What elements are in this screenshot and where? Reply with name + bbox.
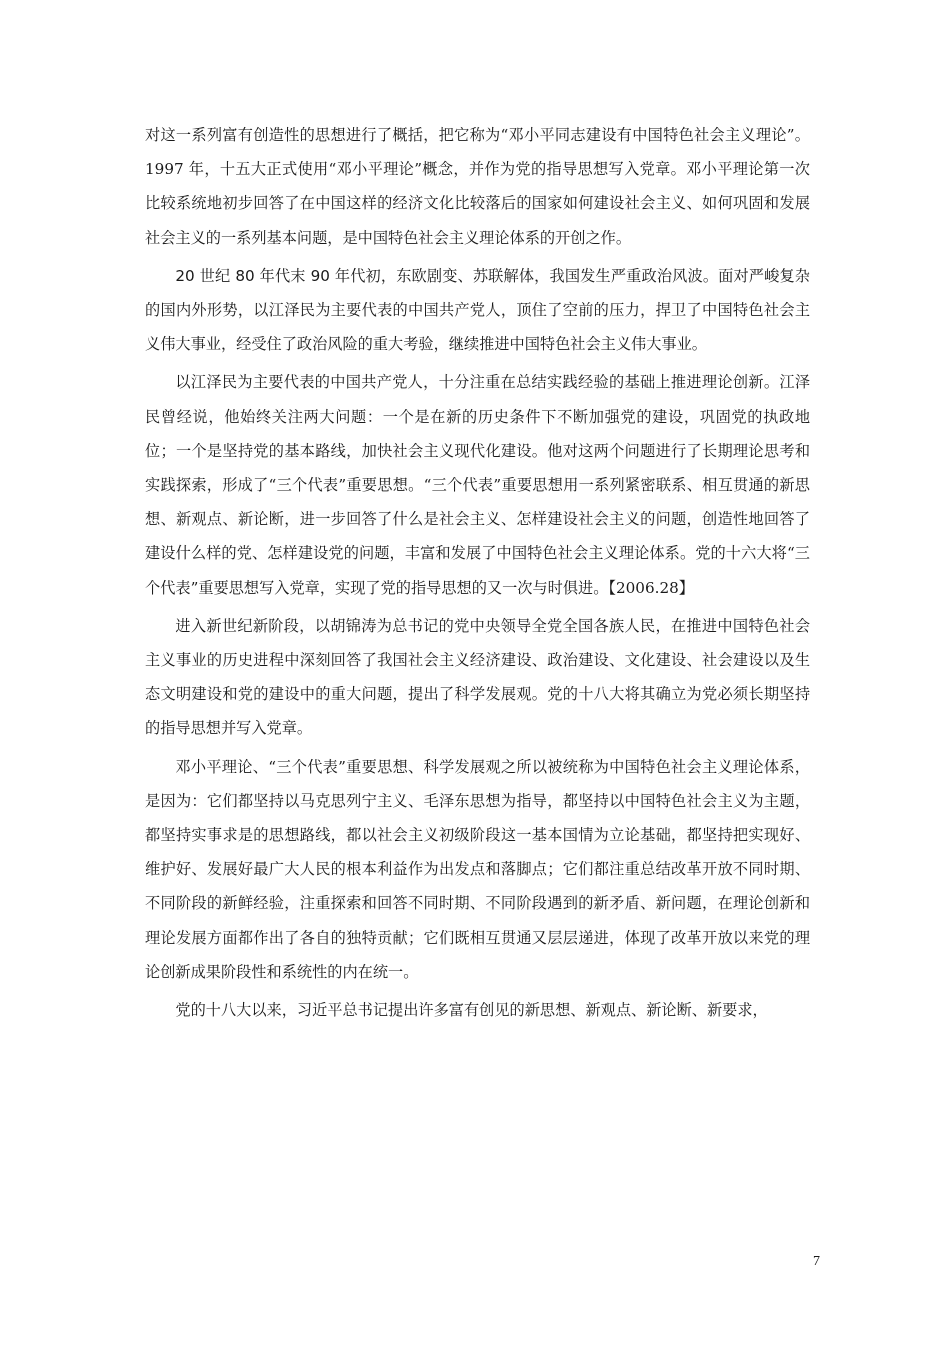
paragraph-deng-theory-summary: 对这一系列富有创造性的思想进行了概括，把它称为“邓小平同志建设有中国特色社会主义理论”。1997 年，十五大正式使用“邓小平理论”概念，并作为党的指导思想写入党章。邓小平理论第一次比较系统地初步回答了在中国这样的经济文化比较落后的国家如何建设社会主义、如何巩固和发展社会主义的一系列基本问题，是中国特色社会主义理论体系的开创之作。 bbox=[145, 126, 810, 247]
paragraph-eighteenth-congress: 党的十八大以来，习近平总书记提出许多富有创见的新思想、新观点、新论断、新要求， bbox=[175, 1001, 768, 1020]
body-text bbox=[145, 118, 810, 1031]
paragraph-scientific-outlook: 进入新世纪新阶段，以胡锦涛为总书记的党中央领导全党全国各族人民，在推进中国特色社会主义事业的历史进程中深刻回答了我国社会主义经济建设、政治建设、文化建设、社会建设以及生态文明建设和党的建设中的重大问题，提出了科学发展观。党的十八大将其确立为党必须长期坚持的指导思想并写入党章。 bbox=[145, 616, 810, 738]
paragraph-political-storm: 20 世纪 80 年代末 90 年代初，东欧剧变、苏联解体，我国发生严重政治风波。面对严峻复杂的国内外形势，以江泽民为主要代表的中国共产党人，顶住了空前的压力，捍卫了中国特色社会主义伟大事业，经受住了政治风险的重大考验，继续推进中国特色社会主义伟大事业。 bbox=[145, 266, 810, 354]
paragraph-theory-system: 邓小平理论、“三个代表”重要思想、科学发展观之所以被统称为中国特色社会主义理论体系，是因为：它们都坚持以马克思列宁主义、毛泽东思想为指导，都坚持以中国特色社会主义为主题，都坚持实事求是的思想路线，都以社会主义初级阶段这一基本国情为立论基础，都坚持把实现好、维护好、发展好最广大人民的根本利益作为出发点和落脚点；它们都注重总结改革开放不同时期、不同阶段的新鲜经验，注重探索和回答不同时期、不同阶段遇到的新矛盾、新问题，在理论创新和理论发展方面都作出了各自的独特贡献；它们既相互贯通又层层递进，体现了改革开放以来党的理论创新成果阶段性和系统性的内在统一。 bbox=[145, 757, 810, 981]
page-number: 7 bbox=[813, 1254, 820, 1269]
paragraph-three-represents: 以江泽民为主要代表的中国共产党人，十分注重在总结实践经验的基础上推进理论创新。江泽民曾经说，他始终关注两大问题：一个是在新的历史条件下不断加强党的建设，巩固党的执政地位；一个是坚持党的基本路线，加快社会主义现代化建设。他对这两个问题进行了长期理论思考和实践探索，形成了“三个代表”重要思想。“三个代表”重要思想用一系列紧密联系、相互贯通的新思想、新观点、新论断，进一步回答了什么是社会主义、怎样建设社会主义的问题，创造性地回答了建设什么样的党、怎样建设党的问题，丰富和发展了中国特色社会主义理论体系。党的十六大将“三个代表”重要思想写入党章，实现了党的指导思想的又一次与时俱进。【2006.28】 bbox=[145, 373, 810, 597]
